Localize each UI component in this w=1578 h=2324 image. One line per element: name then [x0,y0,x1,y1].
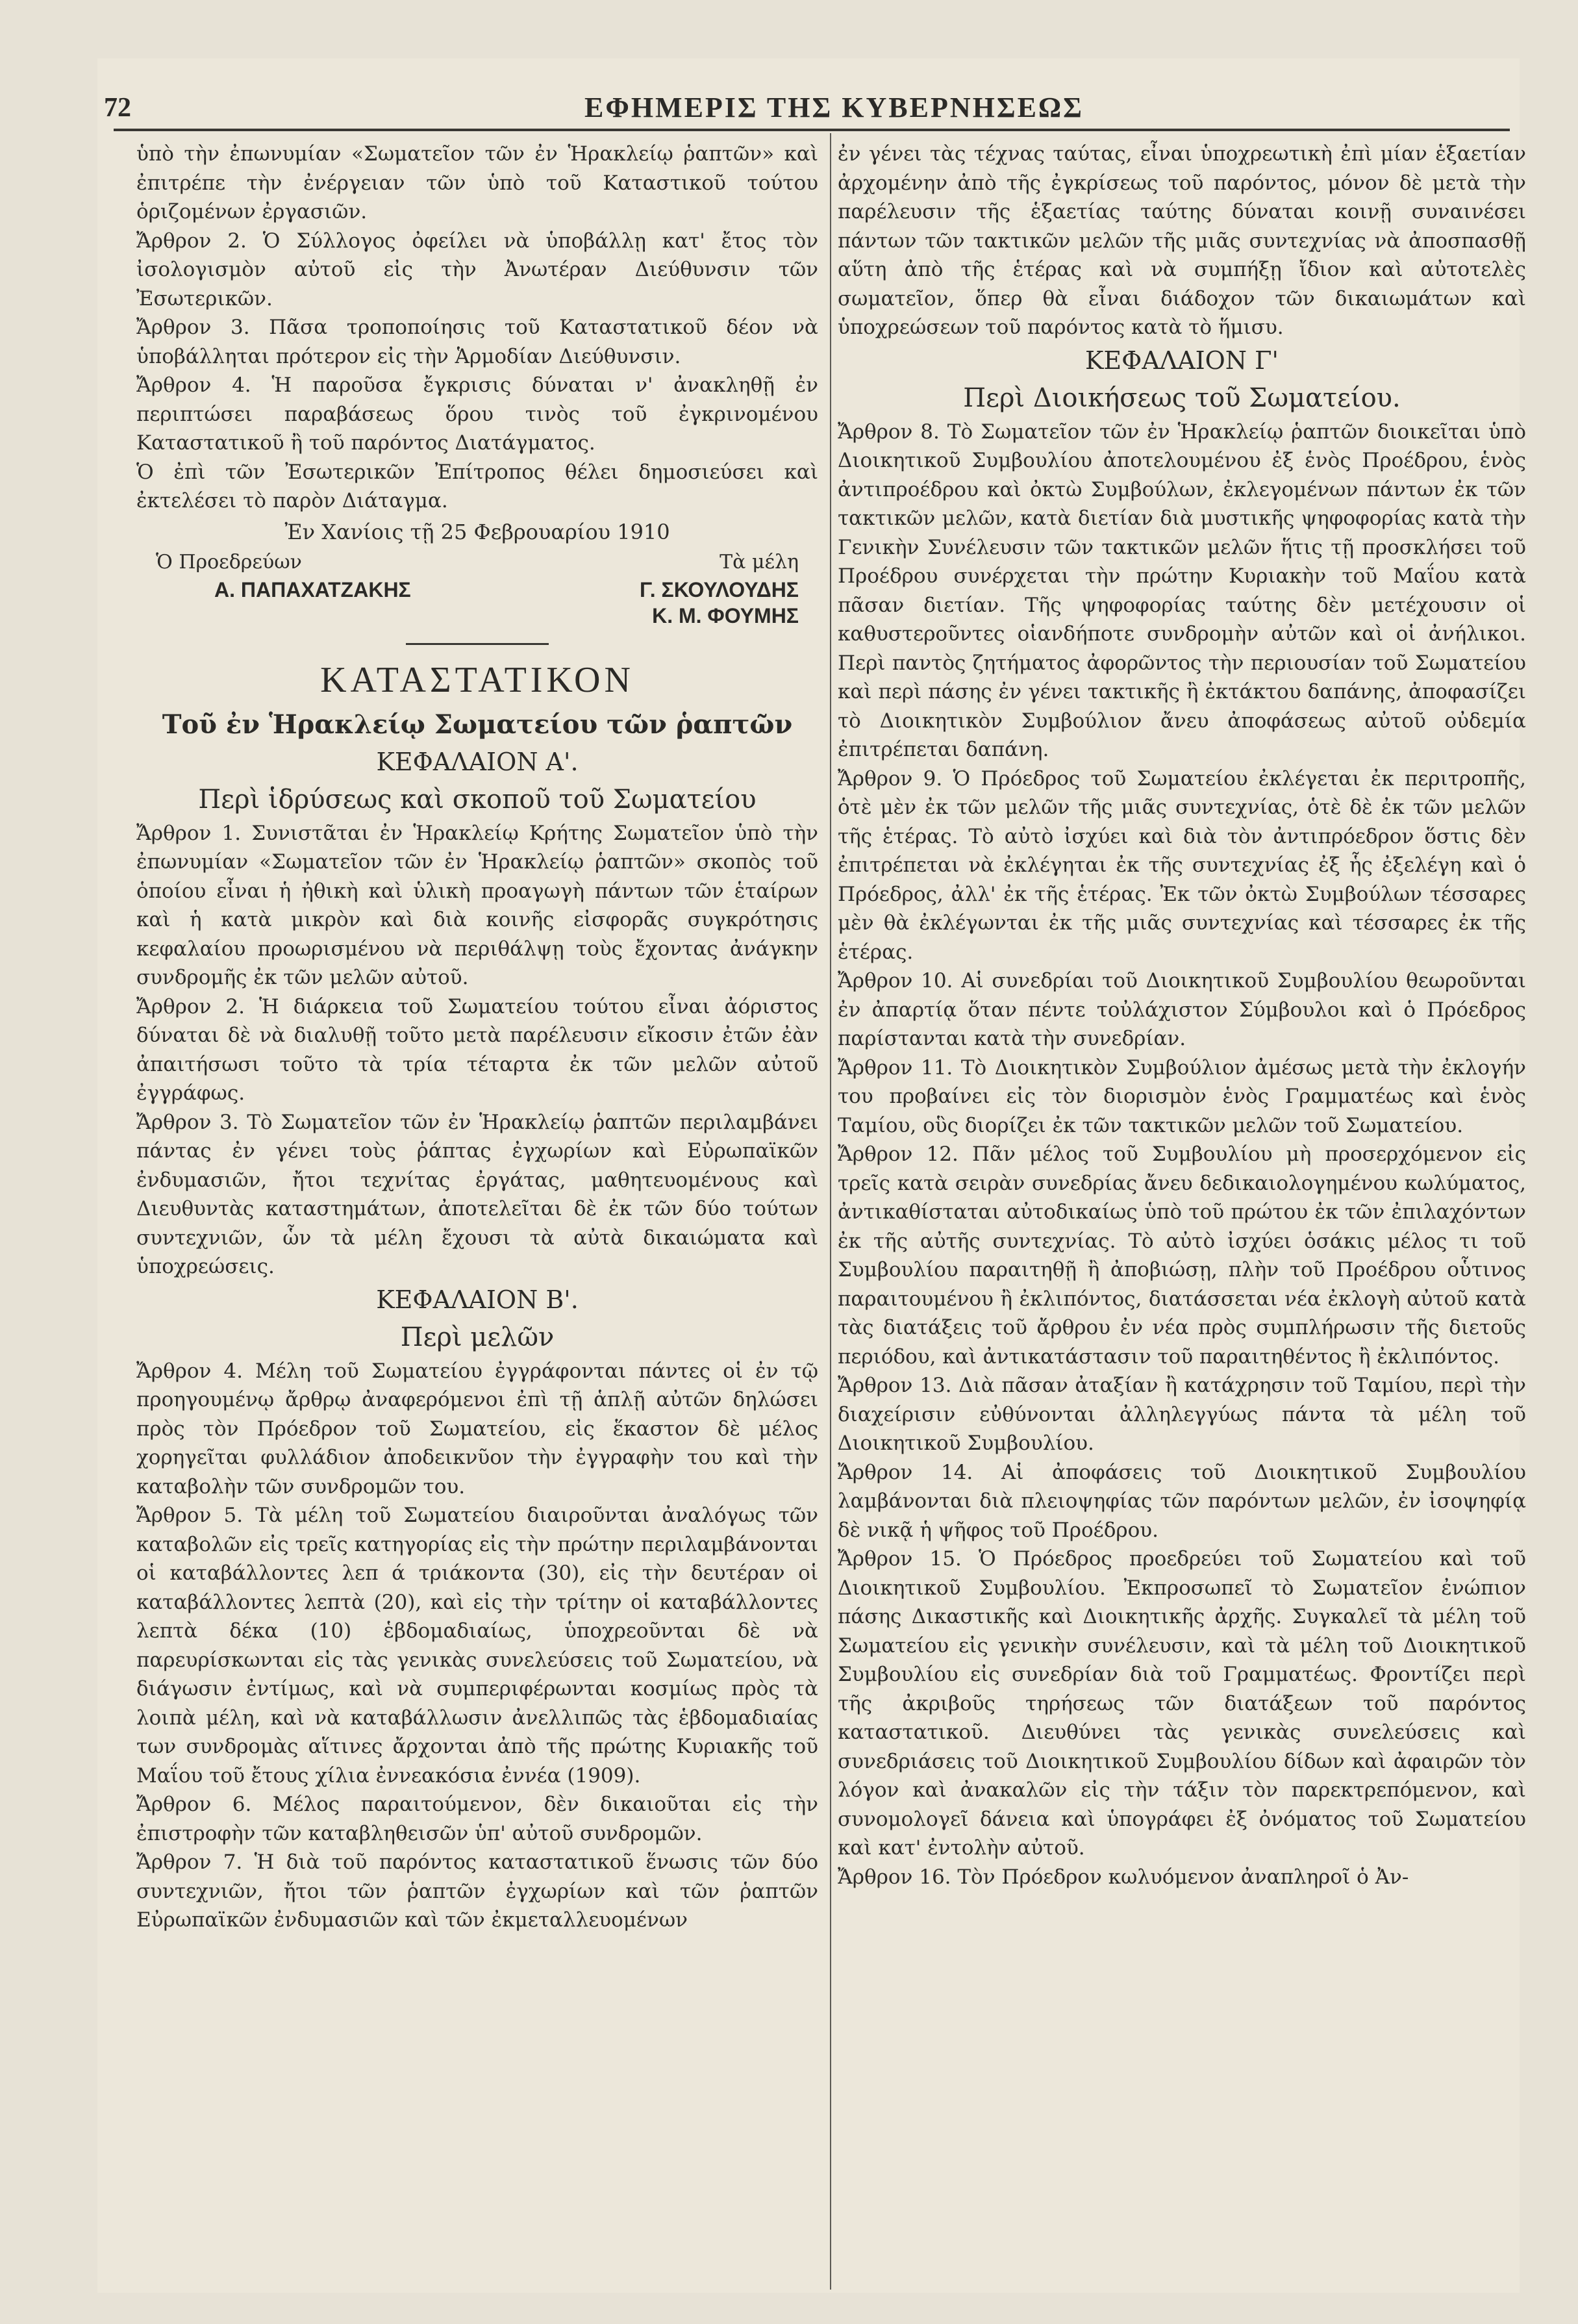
paragraph: Ἄρθρον 10. Αἱ συνεδρίαι τοῦ Διοικητικοῦ Συμβουλίου θεωροῦνται ἐν ἀπαρτίᾳ ὅταν πέντε τοὐλάχιστον Σύμβουλοι καὶ ὁ Πρόεδρος παρίστανται κατὰ τὴν συνεδρίαν. [838,969,1526,1050]
sig-names-right [640,577,799,629]
chapter-b-heading: ΚΕΦΑΛΑΙΟΝ Β'. [376,1285,579,1314]
page-number: 72 [104,93,131,123]
page-title: ΕΦΗΜΕΡΙΣ ΤΗΣ ΚΥΒΕΡΝΗΣΕΩΣ [584,92,1084,123]
right-column [838,140,1526,1891]
paragraph: Ἄρθρον 3. Πᾶσα τροποποίησις τοῦ Καταστατικοῦ δέον νὰ ὑποβάλληται πρότερον εἰς τὴν Ἁρμοδίαν Διεύθυνσιν. [136,316,818,368]
date-line: Ἐν Χανίοις τῇ 25 Φεβρουαρίου 1910 [284,519,670,544]
signature-labels [136,548,818,577]
header-rule [114,129,1510,131]
paragraph: Ἄρθρον 11. Τὸ Διοικητικὸν Συμβούλιον ἀμέσως μετὰ τὴν ἐκλογήν του προβαίνει εἰς τὸν διορισμὸν ἑνὸς Γραμματέως καὶ ἑνὸς Ταμίου, οὓς διορίζει ἐκ τῶν τακτικῶν μελῶν τοῦ Σωματείου. [838,1055,1526,1137]
paragraph: Ἄρθρον 3. Τὸ Σωματεῖον τῶν ἐν Ἡρακλείῳ ῥαπτῶν περιλαμβάνει πάντας ἐν γένει τοὺς ῥάπτας ἐγχωρίων καὶ Εὐρωπαϊκῶν ἐνδυμασιῶν, ἤτοι τεχνίτας ἐργάτας, μαθητευομένους καὶ Διευθυντὰς καταστημάτων, ἀποτελεῖται δὲ ἐκ τῶν δύο τούτων συντεχνιῶν, ὧν τὰ μέλη ἔχουσι τὰ αὐτὰ δικαιώματα καὶ ὑποχρεώσεις. [136,1110,818,1278]
paragraph: Ὁ ἐπὶ τῶν Ἐσωτερικῶν Ἐπίτροπος θέλει δημοσιεύσει καὶ ἐκτελέσει τὸ παρὸν Διάταγμα. [136,460,818,512]
document-subtitle: Τοῦ ἐν Ἡρακλείῳ Σωματείου τῶν ῥαπτῶν [162,709,793,740]
section-rule [406,643,549,645]
chapter-b-title: Περὶ μελῶν [400,1322,555,1352]
sig-label-left: Ὁ Προεδρεύων [156,550,302,574]
paragraph: Ἄρθρον 15. Ὁ Πρόεδρος προεδρεύει τοῦ Σωματείου καὶ τοῦ Διοικητικοῦ Συμβουλίου. Ἐκπροσωπεῖ τὸ Σωματεῖον ἐνώπιον πάσης Δικαστικῆς καὶ Διοικητικῆς ἀρχῆς. Συγκαλεῖ τὰ μέλη τοῦ Σωματείου εἰς γενικὴν συνέλευσιν, καὶ τὰ μέλη τοῦ Διοικητικοῦ Συμβουλίου εἰς συνεδρίαν διὰ τοῦ Γραμματέως. Φροντίζει περὶ τῆς ἀκριβοῦς τηρήσεως τῶν διατάξεων τοῦ παρόντος καταστατικοῦ. Διευθύνει τὰς γενικὰς συνελεύσεις καὶ συνεδριάσεις τοῦ Διοικητικοῦ Συμβουλίου δίδων καὶ ἀφαιρῶν τὸν λόγον καὶ ἀνακαλῶν εἰς τὴν τάξιν τὸν παρεκτρεπόμενον, καὶ συνομολογεῖ δάνεια καὶ ὑπογράφει ἐξ ὀνόματος τοῦ Σωματείου καὶ κατ' ἐντολὴν αὐτοῦ. [838,1547,1526,1860]
paragraph: Ἄρθρον 9. Ὁ Πρόεδρος τοῦ Σωματείου ἐκλέγεται ἐκ περιτροπῆς, ὁτὲ μὲν ἐκ τῶν μελῶν τῆς μιᾶς συντεχνίας, ὁτὲ δὲ ἐκ τῶν μελῶν τῆς ἑτέρας. Τὸ αὐτὸ ἰσχύει καὶ διὰ τὸν ἀντιπρόεδρον ὅστις δὲν ἐπιτρέπεται νὰ ἐκλέγηται ἐκ τῆς συντεχνίας ἐξ ἧς ἐξελέγη καὶ ὁ Πρόεδρος, ἀλλ' ἐκ τῆς ἑτέρας. Ἐκ τῶν ὀκτὼ Συμβούλων τέσσαρες μὲν θὰ ἐκλέγωνται ἐκ τῆς μιᾶς συντεχνίας καὶ τέσσαρες ἐκ τῆς ἑτέρας. [838,766,1526,964]
chapter-c-title: Περὶ Διοικήσεως τοῦ Σωματείου. [963,383,1401,413]
sig-name-left: Α. ΠΑΠΑΧΑΤΖΑΚΗΣ [214,577,411,601]
paragraph: Ἄρθρον 1. Συνιστᾶται ἐν Ἡρακλείῳ Κρήτης Σωματεῖον ὑπὸ τὴν ἐπωνυμίαν «Σωματεῖον τῶν ἐν Ἡρακλείῳ ῥαπτῶν» σκοπὸς τοῦ ὁποίου εἶναι ἡ ἠθικὴ καὶ ὑλικὴ προαγωγὴ πάντων τῶν ἑταίρων καὶ ἡ κατὰ μικρὸν καὶ διὰ κοινῆς εἰσφορᾶς συγκρότησις κεφαλαίου προωρισμένου νὰ περιθάλψῃ τοὺς ἔχοντας ἀνάγκην συνδρομῆς ἐκ τῶν μελῶν αὐτοῦ. [136,821,818,989]
sig-name-right-2: Κ. Μ. ΦΟΥΜΗΣ [652,603,799,627]
document-title: ΚΑΤΑΣΤΑΤΙΚΟΝ [320,659,634,700]
signature-names [136,577,818,629]
paragraph: Ἄρθρον 2. Ἡ διάρκεια τοῦ Σωματείου τούτου εἶναι ἀόριστος δύναται δὲ νὰ διαλυθῇ τοῦτο μετὰ παρέλευσιν εἴκοσιν ἐτῶν ἐὰν ἀπαιτήσωσι τοῦτο τὰ τρία τέταρτα ἐκ τῶν μελῶν αὐτοῦ ἐγγράφως. [136,994,818,1105]
left-column [136,140,818,1935]
paragraph: Ἄρθρον 5. Τὰ μέλη τοῦ Σωματείου διαιροῦνται ἀναλόγως τῶν καταβολῶν εἰς τρεῖς κατηγορίας εἰς τὴν πρώτην περιλαμβάνονται οἱ καταβάλλοντες λεπ ά τριάκοντα (30), εἰς τὴν δευτέραν οἱ καταβάλλοντες λεπτὰ (20), καὶ εἰς τὴν τρίτην οἱ καταβάλλοντες λεπτὰ δέκα (10) ἑβδομαδιαίως, ὑποχρεοῦνται δὲ νὰ παρευρίσκωνται εἰς τὰς γενικὰς συνελεύσεις τοῦ Σωματείου, νὰ διάγωσιν ἐντίμως, καὶ νὰ συμπεριφέρωνται κοσμίως πρὸς τὰ λοιπὰ μέλη, καὶ νὰ καταβάλλωσιν ἀνελλιπῶς τὰς ἑβδομαδιαίας των συνδρομὰς αἵτινες ἄρχονται ἀπὸ τῆς πρώτης Κυριακῆς τοῦ Μαΐου τοῦ ἔτους χίλια ἐννεακόσια ἐννέα (1909). [136,1504,818,1787]
paragraph: Ἄρθρον 4. Ἡ παροῦσα ἔγκρισις δύναται ν' ἀνακληθῇ ἐν περιπτώσει παραβάσεως ὅρου τινὸς τοῦ ἐγκρινομένου Καταστατικοῦ ἢ τοῦ παρόντος Διατάγματος. [136,373,818,455]
chapter-a-title: Περὶ ἱδρύσεως καὶ σκοποῦ τοῦ Σωματείου [198,784,757,815]
chapter-a-heading: ΚΕΦΑΛΑΙΟΝ Α'. [376,747,579,776]
chapter-c-heading: ΚΕΦΑΛΑΙΟΝ Γ' [1085,346,1279,375]
paragraph: Ἄρθρον 4. Μέλη τοῦ Σωματείου ἐγγράφονται πάντες οἱ ἐν τῷ προηγουμένῳ ἄρθρῳ ἀναφερόμενοι ἐπὶ τῇ ἁπλῇ αὐτῶν δηλώσει πρὸς τὸν Πρόεδρον τοῦ Σωματείου, εἰς ἕκαστον δὲ μέλος χορηγεῖται φυλλάδιον ἀποδεικνῦον τὴν ἐγγραφὴν του καὶ τὴν καταβολὴν τῶν συνδρομῶν του. [136,1359,818,1498]
paragraph: Ἄρθρον 7. Ἡ διὰ τοῦ παρόντος καταστατικοῦ ἕνωσις τῶν δύο συντεχνιῶν, ἤτοι τῶν ῥαπτῶν ἐγχωρίων καὶ τῶν ῥαπτῶν Εὐρωπαϊκῶν ἐνδυμασιῶν καὶ τῶν ἐκμεταλλευομένων [136,1850,818,1932]
paragraph: Ἄρθρον 8. Τὸ Σωματεῖον τῶν ἐν Ἡρακλείῳ ῥαπτῶν διοικεῖται ὑπὸ Διοικητικοῦ Συμβουλίου ἀποτελουμένου ἐξ ἑνὸς Προέδρου, ἑνὸς ἀντιπροέδρου καὶ ὀκτὼ Συμβούλων, ἐκλεγομένων πάντων ἐκ τῶν τακτικῶν μελῶν, κατὰ διετίαν διὰ μυστικῆς ψηφοφορίας κατὰ τὴν Γενικὴν Συνέλευσιν τῶν τακτικῶν μελῶν ἥτις τῇ προσκλήσει τοῦ Προέδρου συνέρχεται τὴν πρώτην Κυριακὴν τοῦ Μαΐου κατὰ πᾶσαν διετίαν. Τῆς ψηφοφορίας ταύτης δὲν μετέχουσιν οἱ καθυστεροῦντες οἱανδήποτε συνδρομὴν αὐτῶν καὶ οἱ ἀνήλικοι. Περὶ παντὸς ζητήματος ἀφορῶντος τὴν περιουσίαν τοῦ Σωματείου καὶ περὶ πάσης ἐν γένει τακτικῆς ἢ ἐκτάκτου δαπάνης, ἀποφασίζει τὸ Διοικητικὸν Συμβούλιον ἄνευ ἀποφάσεως αὐτοῦ οὐδεμία ἐπιτρέπεται δαπάνη. [838,420,1526,761]
paragraph: Ἄρθρον 6. Μέλος παραιτούμενον, δὲν δικαιοῦται εἰς τὴν ἐπιστροφὴν τῶν καταβληθεισῶν ὑπ' αὐτοῦ συνδρομῶν. [136,1793,818,1845]
paragraph: Ἄρθρον 16. Τὸν Πρόεδρον κωλυόμενον ἀναπληροῖ ὁ Ἀν- [838,1865,1409,1889]
paragraph: Ἄρθρον 13. Διὰ πᾶσαν ἀταξίαν ἢ κατάχρησιν τοῦ Ταμίου, περὶ τὴν διαχείρισιν εὐθύνονται ἀλληλεγγύως πάντα τὰ μέλη τοῦ Διοικητικοῦ Συμβουλίου. [838,1374,1526,1455]
column-divider [830,133,831,2290]
sig-name-right-1: Γ. ΣΚΟΥΛΟΥΔΗΣ [639,577,799,601]
paragraph: ἐν γένει τὰς τέχνας ταύτας, εἶναι ὑποχρεωτικὴ ἐπὶ μίαν ἑξαετίαν ἀρχομένην ἀπὸ τῆς ἐγκρίσεως τοῦ παρόντος, μόνον δὲ μετὰ τὴν παρέλευσιν τῆς ἑξαετίας ταύτης δύναται κοινῇ συναινέσει πάντων τῶν τακτικῶν μελῶν τῆς μιᾶς συντεχνίας νὰ ἀποσπασθῇ αὕτη ἀπὸ τῆς ἑτέρας καὶ νὰ συμπήξῃ ἴδιον καὶ αὐτοτελὲς σωματεῖον, ὅπερ θὰ εἶναι διάδοχον τῶν δικαιωμάτων καὶ ὑποχρεώσεων τοῦ παρόντος κατὰ τὸ ἥμισυ. [838,142,1526,339]
paragraph: ὑπὸ τὴν ἐπωνυμίαν «Σωματεῖον τῶν ἐν Ἡρακλείῳ ῥαπτῶν» καὶ ἐπιτρέπε τὴν ἐνέργειαν τῶν ὑπὸ τοῦ Καταστικοῦ τούτου ὁριζομένων ἐργασιῶν. [136,142,818,223]
paragraph: Ἄρθρον 2. Ὁ Σύλλογος ὀφείλει νὰ ὑποβάλλῃ κατ' ἔτος τὸν ἰσολογισμὸν αὐτοῦ εἰς τὴν Ἀνωτέραν Διεύθυνσιν τῶν Ἐσωτερικῶν. [136,229,818,310]
paragraph: Ἄρθρον 14. Αἱ ἀποφάσεις τοῦ Διοικητικοῦ Συμβουλίου λαμβάνονται διὰ πλειοψηφίας τῶν παρόντων μελῶν, ἐν ἰσοψηφίᾳ δὲ νικᾷ ἡ ψῆφος τοῦ Προέδρου. [838,1460,1526,1542]
sig-label-right: Τὰ μέλη [720,550,799,574]
paragraph: Ἄρθρον 12. Πᾶν μέλος τοῦ Συμβουλίου μὴ προσερχόμενον εἰς τρεῖς κατὰ σειρὰν συνεδρίας ἄνευ δεδικαιολογημένου κωλύματος, ἀντικαθίσταται αὐτοδικαίως ὑπὸ τοῦ πρώτου ἐκ τῶν ἐπιλαχόντων ἐκ τῆς αὐτῆς συντεχνίας. Τὸ αὐτὸ ἰσχύει ὁσάκις μέλος τι τοῦ Συμβουλίου παραιτηθῇ ἢ ἀποβιώσῃ, πλὴν τοῦ Προέδρου οὗτινος παραιτουμένου ἢ ἐκλιπόντος, διατάσσεται νέα ἐκλογὴ αὐτοῦ κατὰ τὰς διατάξεις τοῦ ἄρθρου ἐν νέα πρὸς συμπλήρωσιν τῆς διετοῦς περιόδου, καὶ ἀντικατάστασιν τοῦ παραιτηθέντος ἢ ἐκλιπόντος. [838,1143,1526,1369]
